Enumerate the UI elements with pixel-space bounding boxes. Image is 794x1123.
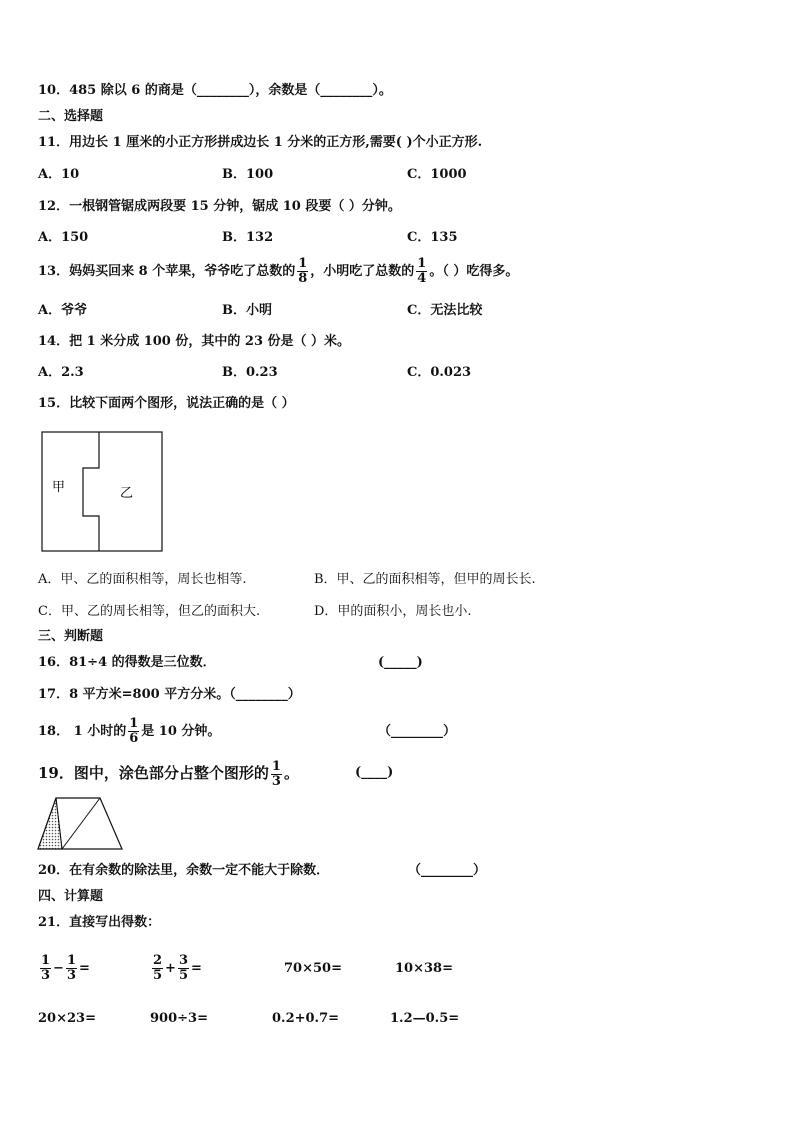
q13-text-mid: ，小明吃了总数的 <box>310 264 415 279</box>
question-12: 12．一根钢管锯成两段要 15 分钟，锯成 10 段要（ ）分钟。 <box>38 199 401 214</box>
q14-option-b[interactable]: B．0.23 <box>222 365 278 380</box>
section-calc-heading: 四、计算题 <box>38 889 104 904</box>
q13-option-b[interactable]: B．小明 <box>222 303 272 318</box>
q11-option-c[interactable]: C．1000 <box>407 167 467 182</box>
question-10: 10．485 除以 6 的商是（________），余数是（________）。 <box>38 83 392 98</box>
question-18 <box>38 715 220 749</box>
q12-option-c[interactable]: C．135 <box>407 230 458 245</box>
q21-e2-frac-b: $\frac{3}{5}$ <box>178 953 188 983</box>
q21-e1-frac-a: $\frac{1}{3}$ <box>41 953 51 983</box>
q21-e1-equals: = <box>79 961 90 976</box>
q21-expr-5[interactable]: 20×23= <box>38 1011 96 1026</box>
question-15: 15．比较下面两个图形，说法正确的是（ ） <box>38 396 295 411</box>
q16-blank[interactable]: (_____) <box>378 655 423 670</box>
q21-expr-2[interactable] <box>150 952 202 986</box>
q18-blank[interactable]: （________） <box>378 724 457 739</box>
question-16: 16．81÷4 的得数是三位数． <box>38 655 216 670</box>
section-judge-heading: 三、判断题 <box>38 629 104 644</box>
q20-blank[interactable]: （________） <box>408 863 487 878</box>
q21-expr-1[interactable] <box>38 952 90 986</box>
q19-fraction: $\frac{1}{3}$ <box>271 758 281 789</box>
q15-option-a[interactable]: A．甲、乙的面积相等，周长也相等. <box>38 572 247 587</box>
q15-option-b[interactable]: B．甲、乙的面积相等，但甲的周长长. <box>314 572 536 587</box>
q13-text-pre: 13．妈妈买回来 8 个苹果，爷爷吃了总数的 <box>38 264 296 279</box>
q19-blank[interactable]: (____) <box>355 765 394 780</box>
q11-option-b[interactable]: B．100 <box>222 167 274 182</box>
q19-text-pre: 19．图中，涂色部分占整个图形的 <box>38 764 269 782</box>
q12-option-a[interactable]: A．150 <box>38 230 89 245</box>
q12-option-b[interactable]: B．132 <box>222 230 274 245</box>
q18-fraction: $\frac{1}{6}$ <box>129 716 139 746</box>
question-21: 21．直接写出得数： <box>38 915 161 930</box>
q15-label-yi: 乙 <box>120 485 134 500</box>
q15-label-jia: 甲 <box>52 479 66 494</box>
q19-trapezoid-figure <box>36 796 126 852</box>
q15-figure <box>40 430 164 554</box>
q15-option-d[interactable]: D．甲的面积小，周长也小. <box>314 604 472 619</box>
q21-expr-4[interactable]: 10×38= <box>395 961 453 976</box>
section-choice-heading: 二、选择题 <box>38 109 104 124</box>
q13-text-post: 。（ ）吃得多。 <box>429 264 519 279</box>
question-14: 14．把 1 米分成 100 份，其中的 23 份是（ ）米。 <box>38 334 351 349</box>
q11-option-a[interactable]: A．10 <box>38 167 80 182</box>
q14-option-a[interactable]: A．2.3 <box>38 365 84 380</box>
q21-expr-7[interactable]: 0.2+0.7= <box>272 1011 340 1026</box>
question-19 <box>38 756 299 790</box>
q18-text-post: 是 10 分钟。 <box>141 724 221 739</box>
q18-text-pre: 18． 1 小时的 <box>38 724 127 739</box>
q15-option-c[interactable]: C．甲、乙的周长相等，但乙的面积大. <box>38 604 261 619</box>
q21-e1-frac-b: $\frac{1}{3}$ <box>66 953 76 983</box>
q21-expr-8[interactable]: 1.2—0.5= <box>390 1011 460 1026</box>
q21-e2-equals: = <box>191 961 202 976</box>
question-13 <box>38 256 518 288</box>
q19-text-post: 。 <box>283 764 299 782</box>
question-17: 17．8 平方米=800 平方分米。（________） <box>38 687 301 702</box>
q13-fraction-1: $\frac{1}{8}$ <box>298 256 308 286</box>
q21-expr-3[interactable]: 70×50= <box>284 961 342 976</box>
q13-option-c[interactable]: C．无法比较 <box>407 303 483 318</box>
question-20: 20．在有余数的除法里，余数一定不能大于除数． <box>38 863 330 878</box>
q14-option-c[interactable]: C．0.023 <box>407 365 472 380</box>
question-11: 11．用边长 1 厘米的小正方形拼成边长 1 分米的正方形,需要( )个小正方形. <box>38 135 483 150</box>
q21-e1-operator: − <box>53 961 64 976</box>
q21-expr-6[interactable]: 900÷3= <box>150 1011 208 1026</box>
q21-e2-frac-a: $\frac{2}{5}$ <box>153 953 163 983</box>
q13-fraction-2: $\frac{1}{4}$ <box>417 256 427 286</box>
q21-e2-operator: + <box>165 961 176 976</box>
q13-option-a[interactable]: A．爷爷 <box>38 303 88 318</box>
